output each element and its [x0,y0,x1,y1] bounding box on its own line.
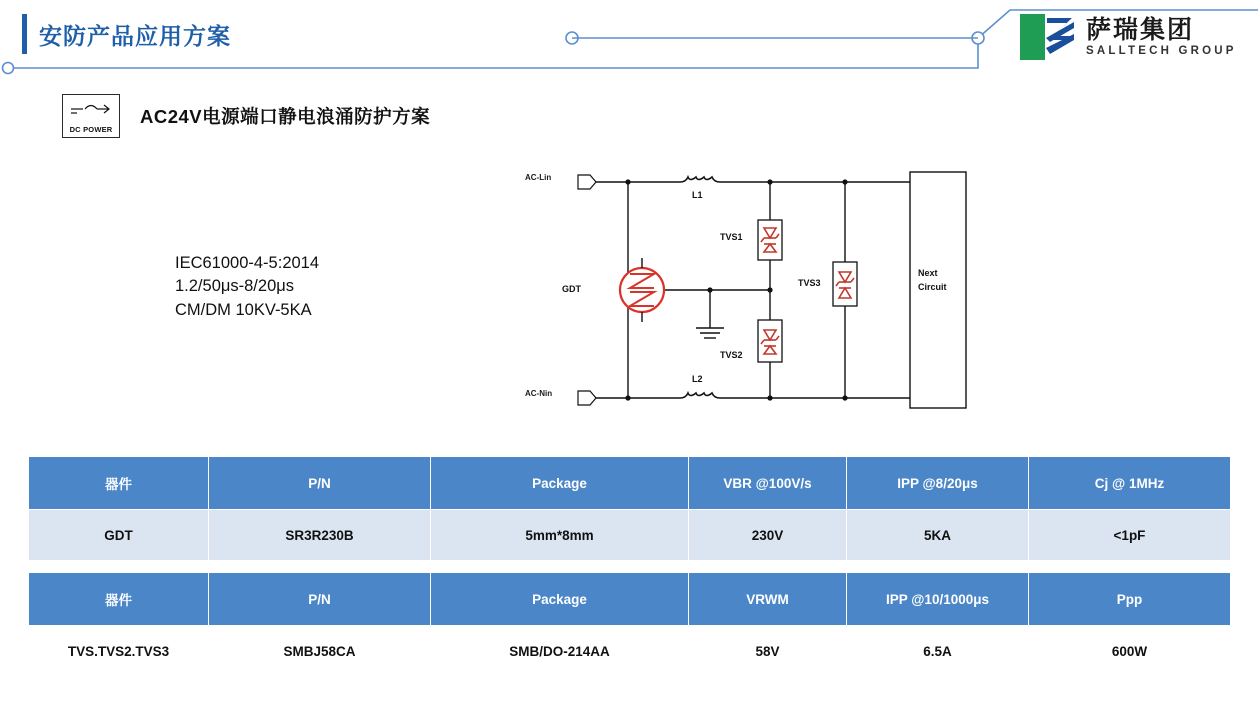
next-circuit-label-line2: Circuit [918,282,947,292]
table2-header-cell: Package [431,573,689,626]
table1-header-cell: Cj @ 1MHz [1029,457,1231,510]
table1-cell: SR3R230B [209,510,431,561]
table-header-row [29,573,1231,626]
logo-mark-icon [1020,14,1076,60]
tvs2-label: TVS2 [720,350,743,360]
table2-header-cell: VRWM [689,573,847,626]
table1-header-cell: 器件 [29,457,209,510]
tvs3-symbol [833,262,857,306]
table2-cell: SMB/DO-214AA [431,626,689,677]
section-title: AC24V电源端口静电浪涌防护方案 [140,106,431,127]
table1-cell: 230V [689,510,847,561]
table-header-row [29,457,1231,510]
inductor-label-l1: L1 [692,190,703,200]
table1-cell: 5mm*8mm [431,510,689,561]
table1-header-cell: IPP @8/20μs [847,457,1029,510]
logo-text-en: SALLTECH GROUP [1086,45,1237,58]
table-row [29,626,1231,677]
spec-line-3: CM/DM 10KV-5KA [175,300,312,319]
table1-header-cell: VBR @100V/s [689,457,847,510]
tvs1-symbol [758,220,782,260]
logo-text-cn: 萨瑞集团 [1086,15,1195,44]
table1-cell: 5KA [847,510,1029,561]
tvs3-label: TVS3 [798,278,821,288]
table1-cell: GDT [29,510,209,561]
tvs-spec-table [28,572,1231,677]
gdt-label: GDT [562,284,581,294]
circuit-schematic [520,150,990,430]
table2-header-cell: 器件 [29,573,209,626]
dc-power-icon-label: DC POWER [69,125,113,134]
tvs2-symbol [758,320,782,362]
spec-block [175,252,319,322]
table2-header-cell: Ppp [1029,573,1231,626]
table1-cell: <1pF [1029,510,1231,561]
table2-cell: 600W [1029,626,1231,677]
spec-line-2: 1.2/50μs-8/20μs [175,277,294,296]
inductor-label-l2: L2 [692,374,703,384]
page-title [22,14,231,54]
next-circuit-label-line1: Next [918,268,938,278]
table2-header-cell: IPP @10/1000μs [847,573,1029,626]
section-header [62,94,430,138]
brand-logo [1020,8,1242,66]
gdt-symbol [620,258,664,322]
table1-header-cell: P/N [209,457,431,510]
port-label-ac-lin: AC-Lin [522,172,554,183]
port-label-ac-nin: AC-Nin [522,388,555,399]
table-row [29,510,1231,561]
page-title-text: 安防产品应用方案 [39,22,231,49]
table2-header-cell: P/N [209,573,431,626]
tvs1-label: TVS1 [720,232,743,242]
dc-power-icon [62,94,120,138]
table2-cell: 58V [689,626,847,677]
table2-cell: 6.5A [847,626,1029,677]
table2-cell: SMBJ58CA [209,626,431,677]
table1-header-cell: Package [431,457,689,510]
table2-cell: TVS.TVS2.TVS3 [29,626,209,677]
spec-line-1: IEC61000-4-5:2014 [175,254,320,272]
gdt-spec-table [28,456,1231,561]
page-header [0,0,1258,78]
